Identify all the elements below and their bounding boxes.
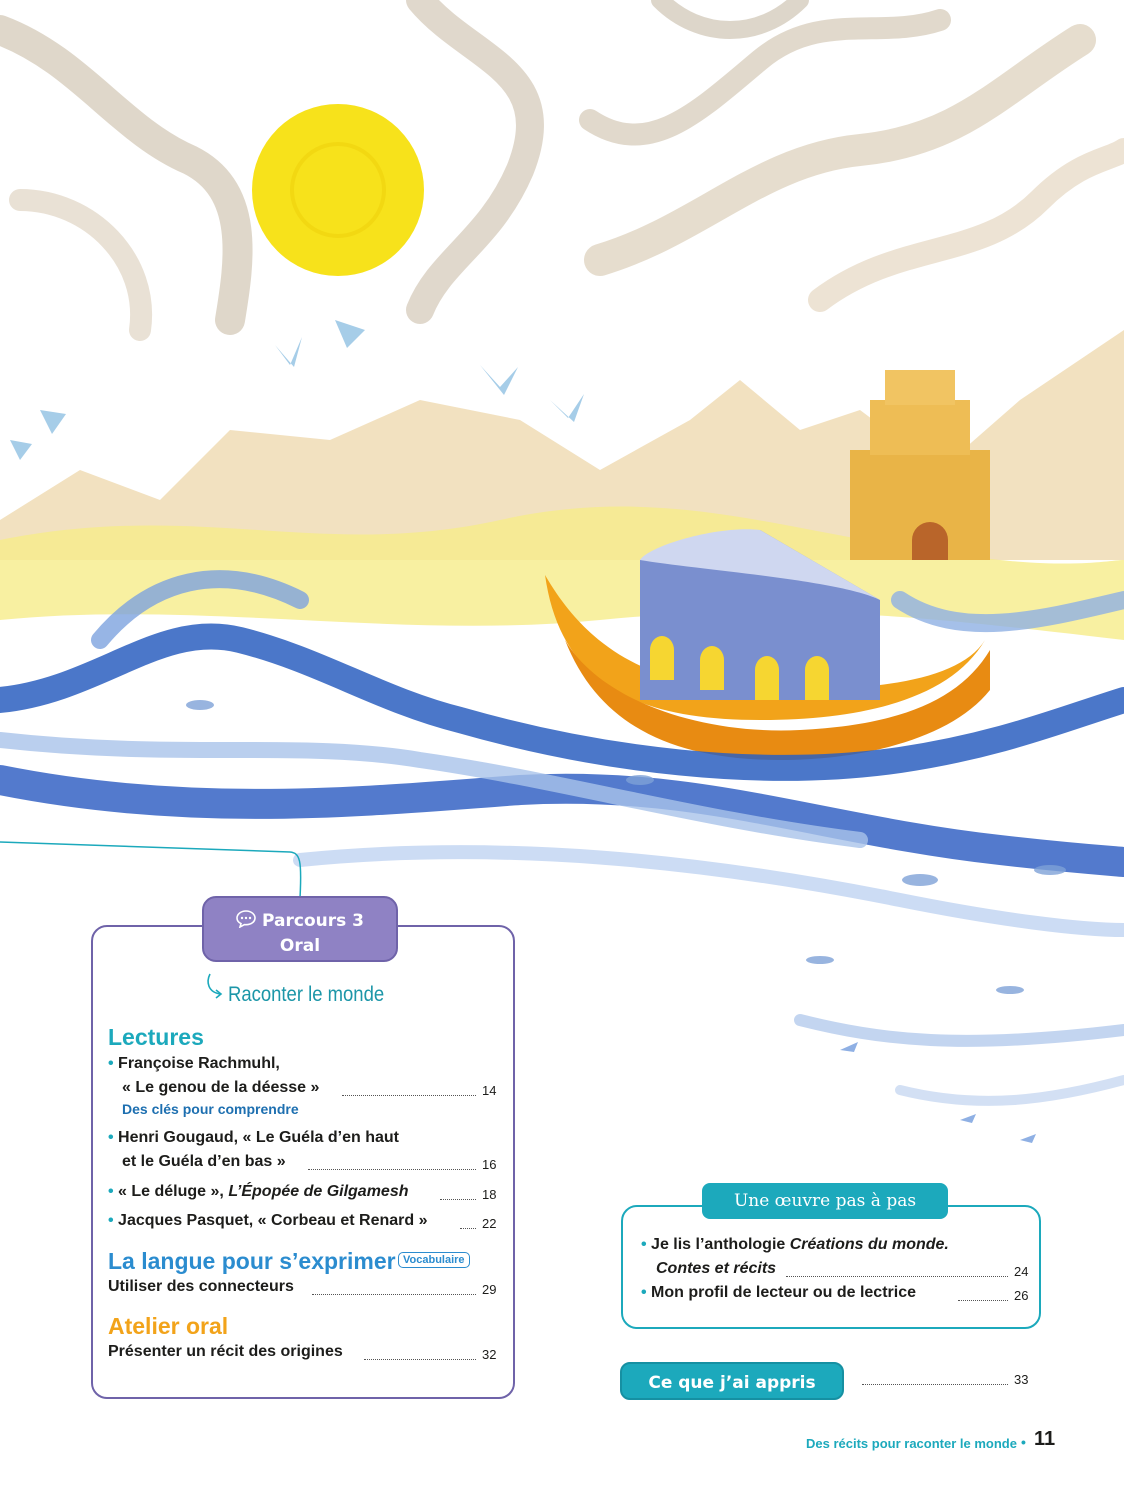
lower-waves	[760, 990, 1124, 1190]
dot-leader	[862, 1384, 1008, 1385]
lecture-item-4: • Jacques Pasquet, « Corbeau et Renard »	[108, 1212, 428, 1229]
curved-arrow-icon	[204, 972, 226, 1000]
lecture-item-1-line1: • Françoise Rachmuhl,	[108, 1055, 280, 1072]
lecture-item-1-line2: « Le genou de la déesse »	[122, 1079, 320, 1096]
oeuvre-item-2: • Mon profil de lecteur ou de lectrice	[641, 1284, 916, 1301]
footer-title: Des récits pour raconter le monde	[806, 1436, 1017, 1451]
page-number: 26	[1014, 1288, 1029, 1303]
page-number: 16	[482, 1157, 497, 1172]
dot-leader	[364, 1359, 476, 1360]
smoke-swirls	[0, 0, 1124, 330]
parcours-subtitle: Raconter le monde	[228, 983, 385, 1006]
dot-leader	[460, 1228, 476, 1229]
dot-leader	[958, 1300, 1008, 1301]
sun	[252, 104, 424, 276]
oeuvre-item-1-line2: Contes et récits	[656, 1260, 777, 1277]
lecture-item-1-extra: Des clés pour comprendre	[122, 1101, 299, 1117]
atelier-item: Présenter un récit des origines	[108, 1343, 343, 1360]
parcours-number: Parcours 3	[262, 911, 364, 931]
page-number: 33	[1014, 1372, 1029, 1387]
page-number: 29	[482, 1282, 497, 1297]
oeuvre-tab: Une œuvre pas à pas	[702, 1183, 948, 1219]
page-number: 24	[1014, 1264, 1029, 1279]
footer-bullet: •	[1021, 1434, 1026, 1450]
connector-line	[0, 840, 310, 900]
page-number: 18	[482, 1187, 497, 1202]
dot-leader	[786, 1276, 1008, 1277]
dot-leader	[312, 1294, 476, 1295]
page-number: 22	[482, 1216, 497, 1231]
langue-title: La langue pour s’exprimer	[108, 1248, 396, 1274]
ce-que-jai-appris-tab: Ce que j’ai appris	[620, 1362, 844, 1400]
tower	[850, 370, 990, 560]
vocabulaire-badge: Vocabulaire	[398, 1252, 470, 1268]
parcours-type: Oral	[279, 936, 321, 956]
langue-item: Utiliser des connecteurs	[108, 1278, 294, 1295]
lecture-item-3: • « Le déluge », L’Épopée de Gilgamesh	[108, 1183, 409, 1200]
lecture-item-2-line1: • Henri Gougaud, « Le Guéla d’en haut	[108, 1129, 399, 1146]
dot-leader	[440, 1199, 476, 1200]
page-number: 32	[482, 1347, 497, 1362]
atelier-title: Atelier oral	[108, 1313, 229, 1339]
lectures-title: Lectures	[108, 1024, 204, 1050]
page-number: 14	[482, 1083, 497, 1098]
speech-bubble-icon	[236, 910, 256, 935]
oeuvre-item-1-line1: • Je lis l’anthologie Créations du monde.	[641, 1236, 949, 1253]
dot-leader	[342, 1095, 476, 1096]
lecture-item-2-line2: et le Guéla d’en bas »	[122, 1153, 286, 1170]
dot-leader	[308, 1169, 476, 1170]
page-number-footer: 11	[1034, 1428, 1056, 1450]
parcours-tab	[202, 896, 398, 962]
